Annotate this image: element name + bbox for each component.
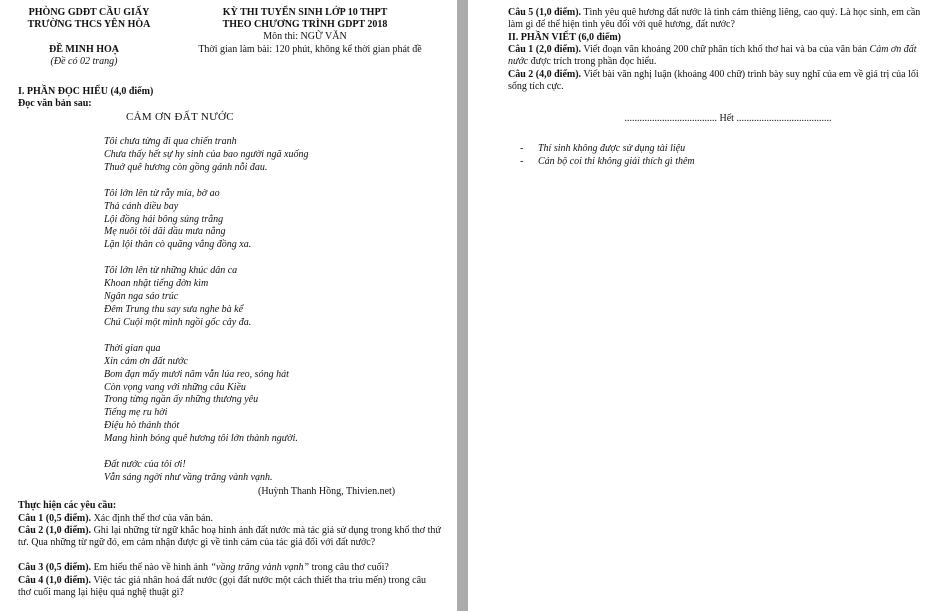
question-label: Câu 5 (1,0 điểm). bbox=[508, 7, 582, 18]
pages-note: (Đề có 02 trang) bbox=[50, 56, 118, 67]
poem-line: Đất nước của tôi ơi! bbox=[104, 459, 186, 471]
poem-line: Tôi chưa từng đi qua chiến tranh bbox=[104, 136, 237, 147]
poem-line: Tiếng mẹ ru hời bbox=[104, 407, 168, 419]
poem-line: Thời gian qua bbox=[104, 342, 161, 354]
poem-title-ref: Cảm ơn đất nước bbox=[508, 44, 917, 67]
poem-line: Xin cảm ơn đất nước bbox=[104, 355, 188, 367]
poem-line: Mang hình bóng quê hương tôi lớn thành người. bbox=[104, 433, 298, 445]
poem-line: Mẹ nuôi tôi dãi dầu mưa nắng bbox=[104, 226, 226, 238]
poem-stanza bbox=[104, 459, 308, 485]
question-text: Xác định thể thơ của văn bản. bbox=[91, 513, 213, 524]
part2-heading: II. PHẦN VIẾT (6,0 điểm) bbox=[508, 32, 621, 43]
question-quote: “vầng trăng vành vạnh” bbox=[210, 562, 310, 573]
poem-source: (Huỳnh Thanh Hồng, Thivien.net) bbox=[258, 486, 396, 497]
question-text: Em hiểu thế nào về hình ảnh bbox=[91, 562, 211, 573]
dept-name: PHÒNG GDĐT CẦU GIẤY bbox=[28, 7, 150, 18]
writing-question-1 bbox=[508, 44, 926, 68]
question-text: Viết đoạn văn khoảng 200 chữ phân tích khổ thơ hai và ba của văn bản bbox=[581, 44, 870, 55]
poem-title: CẢM ƠN ĐẤT NƯỚC bbox=[126, 111, 234, 123]
poem-stanza bbox=[104, 265, 308, 330]
poem-line: Bom đạn mấy mươi năm vẫn lúa reo, sóng hát bbox=[104, 368, 289, 380]
tasks-heading: Thực hiện các yêu cầu: bbox=[18, 500, 117, 511]
poem-line: Đêm Trung thu say sưa nghe bà kể bbox=[104, 303, 244, 315]
poem-line: Thả cánh diều bay bbox=[104, 200, 179, 212]
poem-line: Chú Cuội một mình ngồi gốc cây đa. bbox=[104, 316, 252, 328]
sample-label: ĐỀ MINH HOẠ bbox=[49, 44, 119, 55]
poem-line: Thuở quê hương còn gồng gánh nỗi đau. bbox=[104, 161, 268, 173]
poem-line: Điệu hò thánh thót bbox=[104, 420, 180, 432]
question-label: Câu 2 (4,0 điểm). bbox=[508, 69, 582, 80]
note-item: - Cán bộ coi thi không giải thích gì thêm bbox=[520, 156, 695, 167]
exam-title: KỲ THI TUYỂN SINH LỚP 10 THPT bbox=[222, 7, 388, 18]
writing-question-2 bbox=[508, 69, 928, 93]
question-text: Tình yêu quê hương đất nước là tình cảm thiêng liêng, cao quý. Là học sinh, em cần làm gì để thể hiện tình yêu đối với quê hương, đất nước? bbox=[508, 7, 921, 30]
poem-line: Trong từng ngần ấy những thương yêu bbox=[104, 394, 259, 406]
poem-line: Tôi lớn lên từ những khúc dân ca bbox=[104, 265, 238, 277]
question-text: được trích trong phần đọc hiểu. bbox=[528, 56, 657, 67]
question-label: Câu 1 (0,5 điểm). bbox=[18, 513, 92, 524]
part1-heading: I. PHẦN ĐỌC HIỂU (4,0 điểm) bbox=[18, 86, 154, 97]
question-1 bbox=[18, 513, 443, 525]
question-text: trong câu thơ cuối? bbox=[309, 562, 389, 573]
school-name: TRƯỜNG THCS YÊN HÒA bbox=[27, 19, 151, 30]
subject-line: Môn thi: NGỮ VĂN bbox=[263, 31, 347, 42]
poem-line: Lội đồng hái bông súng trắng bbox=[104, 213, 224, 225]
program-title: THEO CHƯƠNG TRÌNH GDPT 2018 bbox=[222, 19, 388, 30]
note-item: - Thí sinh không được sử dụng tài liệu bbox=[520, 143, 686, 154]
poem-line: Vẫn sáng ngời như vầng trăng vành vạnh. bbox=[104, 471, 273, 483]
question-label: Câu 2 (1,0 điểm). bbox=[18, 525, 92, 536]
end-marker: ..................................... Hết ...................................... bbox=[624, 113, 832, 124]
poem-line: Lặn lội thân cò quãng vắng đồng xa. bbox=[104, 239, 252, 251]
poem-body bbox=[104, 136, 308, 498]
question-text: Viết bài văn nghị luận (khoảng 400 chữ) trình bày suy nghĩ của em về giá trị của lối sống tích cực. bbox=[508, 69, 919, 92]
question-4 bbox=[18, 575, 441, 599]
page-1 bbox=[0, 0, 457, 611]
poem-stanza bbox=[104, 188, 308, 253]
poem-line: Tôi lớn lên từ rẫy mía, bờ ao bbox=[104, 187, 220, 199]
poem-stanza bbox=[104, 343, 308, 446]
question-text: Ghi lại những từ ngữ khắc hoạ hình ảnh đất nước mà tác giả sử dụng trong khổ thơ thứ tư. Qua những từ ngữ đó, em cảm nhận được gì về tình cảm của tác giả đối với đất nước? bbox=[18, 525, 441, 548]
reading-intro: Đọc văn bản sau: bbox=[18, 98, 92, 109]
question-5 bbox=[508, 7, 926, 31]
question-label: Câu 3 (0,5 điểm). bbox=[18, 562, 92, 573]
poem-line: Chưa thấy hết sự hy sinh của bao người ngã xuống bbox=[104, 148, 309, 160]
poem-line: Ngân nga sáo trúc bbox=[104, 291, 179, 303]
question-text: Việc tác giả nhân hoá đất nước (gọi đất nước một cách thiết tha trìu mến) trong câu thơ cuối mang lại hiệu quả nghệ thuật gì? bbox=[18, 575, 427, 598]
time-note: Thời gian làm bài: 120 phút, không kể thời gian phát đề bbox=[198, 44, 422, 55]
question-label: Câu 1 (2,0 điểm). bbox=[508, 44, 582, 55]
page-2 bbox=[468, 0, 941, 611]
question-label: Câu 4 (1,0 điểm). bbox=[18, 575, 92, 586]
poem-line: Khoan nhặt tiếng đờn kìm bbox=[104, 278, 209, 290]
poem-stanza bbox=[104, 136, 308, 175]
question-2 bbox=[18, 525, 441, 549]
poem-line: Còn vọng vang với những câu Kiều bbox=[104, 381, 246, 393]
question-3 bbox=[18, 562, 443, 574]
